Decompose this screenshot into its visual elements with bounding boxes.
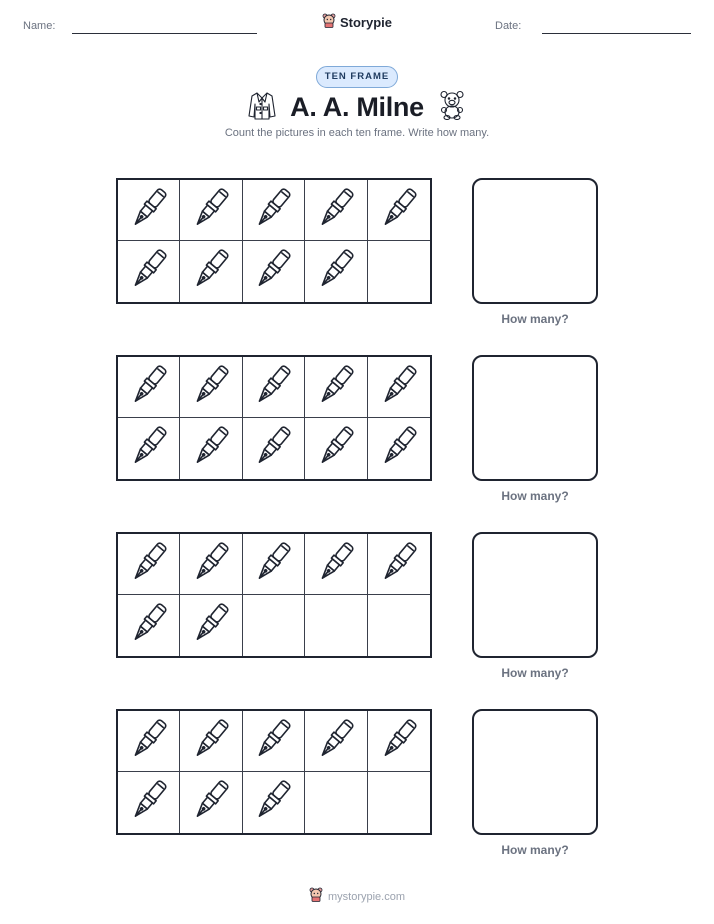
- frame-cell: [180, 418, 242, 479]
- teddy-bear-icon: [438, 90, 466, 125]
- frame-cell: [368, 241, 430, 302]
- date-line: [542, 33, 691, 34]
- frame-cell: [368, 180, 430, 241]
- page-title: A. A. Milne: [290, 91, 424, 122]
- answer-box[interactable]: [472, 532, 598, 658]
- frame-cell: [243, 241, 305, 302]
- fountain-pen-icon: [315, 538, 357, 591]
- fountain-pen-icon: [252, 184, 294, 237]
- fountain-pen-icon: [128, 184, 170, 237]
- frame-cell: [243, 711, 305, 772]
- fountain-pen-icon: [128, 245, 170, 298]
- fountain-pen-icon: [252, 776, 294, 829]
- frame-cell: [180, 595, 242, 656]
- fountain-pen-icon: [190, 599, 232, 652]
- frame-cell: [118, 241, 180, 302]
- frame-cell: [368, 418, 430, 479]
- frame-cell: [118, 418, 180, 479]
- frame-cell: [118, 711, 180, 772]
- frame-cell: [243, 534, 305, 595]
- frame-cell: [305, 241, 367, 302]
- how-many-label: How many?: [501, 843, 569, 857]
- answer-box[interactable]: [472, 709, 598, 835]
- fountain-pen-icon: [190, 715, 232, 768]
- how-many-label: How many?: [501, 489, 569, 503]
- frame-cell: [305, 772, 367, 833]
- name-label: Name:: [23, 20, 56, 32]
- storypie-mascot-icon: [309, 886, 323, 907]
- fountain-pen-icon: [190, 422, 232, 475]
- fountain-pen-icon: [378, 422, 420, 475]
- frame-cell: [305, 180, 367, 241]
- answer-box[interactable]: [472, 355, 598, 481]
- fountain-pen-icon: [190, 184, 232, 237]
- fountain-pen-icon: [315, 245, 357, 298]
- frame-cell: [368, 595, 430, 656]
- frame-cell: [368, 772, 430, 833]
- frame-cell: [368, 711, 430, 772]
- frame-cell: [243, 595, 305, 656]
- fountain-pen-icon: [128, 715, 170, 768]
- fountain-pen-icon: [252, 538, 294, 591]
- frame-cell: [180, 241, 242, 302]
- frame-cell: [243, 180, 305, 241]
- frame-cell: [305, 357, 367, 418]
- frame-cell: [305, 418, 367, 479]
- frame-cell: [180, 772, 242, 833]
- fountain-pen-icon: [252, 715, 294, 768]
- fountain-pen-icon: [128, 776, 170, 829]
- fountain-pen-icon: [128, 538, 170, 591]
- frame-cell: [305, 711, 367, 772]
- frame-cell: [243, 772, 305, 833]
- frame-cell: [118, 180, 180, 241]
- fountain-pen-icon: [252, 245, 294, 298]
- frame-cell: [118, 595, 180, 656]
- ten-frame: [116, 355, 432, 481]
- name-line: [72, 33, 257, 34]
- fountain-pen-icon: [252, 361, 294, 414]
- frame-cell: [180, 711, 242, 772]
- footer-url: mystorypie.com: [327, 890, 406, 903]
- brand-name: Storypie: [339, 15, 392, 30]
- date-label: Date:: [495, 20, 522, 32]
- frame-cell: [305, 595, 367, 656]
- fountain-pen-icon: [190, 538, 232, 591]
- brand-logo: [0, 12, 714, 33]
- fountain-pen-icon: [315, 184, 357, 237]
- frame-cell: [243, 357, 305, 418]
- frame-cell: [118, 534, 180, 595]
- fountain-pen-icon: [378, 538, 420, 591]
- frame-cell: [368, 357, 430, 418]
- fountain-pen-icon: [128, 361, 170, 414]
- frame-cell: [180, 357, 242, 418]
- worksheet-type-badge: TEN FRAME: [316, 66, 398, 88]
- storypie-mascot-icon: [322, 12, 336, 33]
- frame-cell: [243, 418, 305, 479]
- frame-cell: [368, 534, 430, 595]
- fountain-pen-icon: [378, 715, 420, 768]
- frame-cell: [118, 772, 180, 833]
- fountain-pen-icon: [252, 422, 294, 475]
- answer-box[interactable]: [472, 178, 598, 304]
- fountain-pen-icon: [315, 422, 357, 475]
- ten-frame: [116, 178, 432, 304]
- fountain-pen-icon: [315, 715, 357, 768]
- instructions: Count the pictures in each ten frame. Write how many.: [224, 127, 490, 139]
- fountain-pen-icon: [378, 361, 420, 414]
- frame-cell: [118, 357, 180, 418]
- jacket-icon: [248, 90, 276, 125]
- footer: [0, 886, 714, 907]
- fountain-pen-icon: [190, 361, 232, 414]
- how-many-label: How many?: [501, 312, 569, 326]
- fountain-pen-icon: [128, 422, 170, 475]
- ten-frame: [116, 532, 432, 658]
- how-many-label: How many?: [501, 666, 569, 680]
- frame-cell: [305, 534, 367, 595]
- fountain-pen-icon: [190, 776, 232, 829]
- frame-cell: [180, 534, 242, 595]
- ten-frame: [116, 709, 432, 835]
- fountain-pen-icon: [378, 184, 420, 237]
- fountain-pen-icon: [315, 361, 357, 414]
- fountain-pen-icon: [190, 245, 232, 298]
- fountain-pen-icon: [128, 599, 170, 652]
- frame-cell: [180, 180, 242, 241]
